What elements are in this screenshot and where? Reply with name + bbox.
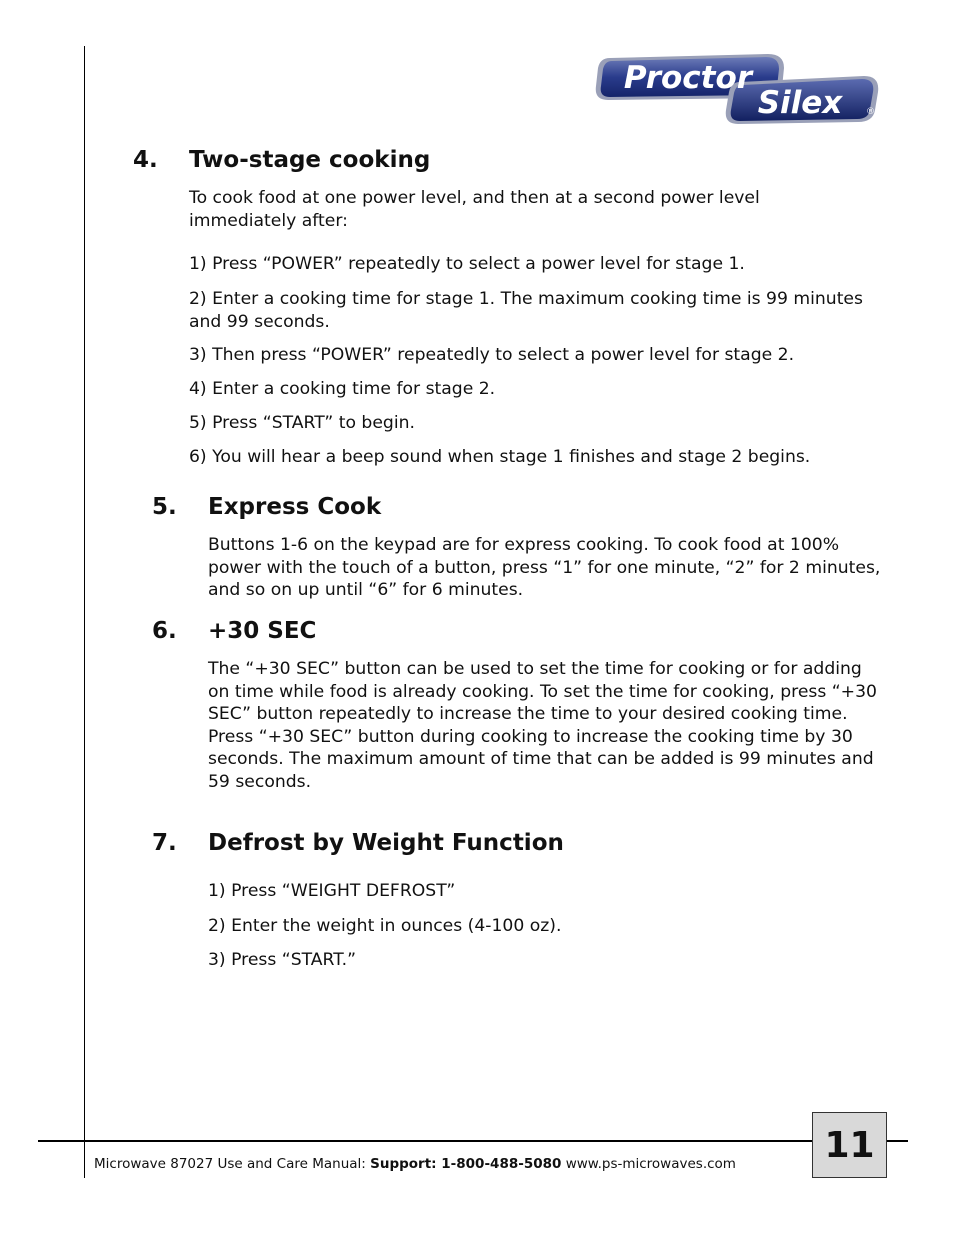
step-item: 2) Enter the weight in ounces (4-100 oz). bbox=[208, 916, 562, 936]
proctor-silex-logo bbox=[588, 48, 888, 126]
section-body: The “+30 SEC” button can be used to set the time for cooking or for adding on time while food is already cooking. To set the time for cooking, press “+30 SEC” button repeatedly to increase the time to your desired cooking time. Press “+30 SEC” button during cooking to increase the cooking time by 30 seconds. The maximum amount of time that can be added is 99 minutes and 59 seconds. bbox=[208, 659, 877, 792]
step-item: 3) Then press “POWER” repeatedly to select a power level for stage 2. bbox=[189, 345, 795, 365]
footer-manual-title: Microwave 87027 Use and Care Manual: bbox=[94, 1156, 371, 1172]
section-number: 4. bbox=[133, 147, 158, 173]
left-margin-rule bbox=[84, 46, 85, 1178]
footer-website: www.ps-microwaves.com bbox=[561, 1156, 736, 1172]
step-item: 1) Press “WEIGHT DEFROST” bbox=[208, 881, 456, 901]
step-item: 2) Enter a cooking time for stage 1. The maximum cooking time is 99 minutes and 99 seconds. bbox=[189, 289, 863, 332]
section-heading: +30 SEC bbox=[208, 618, 317, 644]
section-heading: Express Cook bbox=[208, 494, 382, 520]
step-item: 6) You will hear a beep sound when stage 1 finishes and stage 2 begins. bbox=[189, 447, 811, 467]
footer-support-phone: Support: 1-800-488-5080 bbox=[370, 1156, 562, 1172]
footer-rule bbox=[38, 1140, 908, 1142]
footer-text bbox=[94, 1156, 736, 1172]
step-item: 1) Press “POWER” repeatedly to select a power level for stage 1. bbox=[189, 254, 745, 274]
step-item: 5) Press “START” to begin. bbox=[189, 413, 415, 433]
logo-registered-mark: ® bbox=[866, 107, 875, 117]
logo-word-proctor: Proctor bbox=[623, 60, 753, 96]
step-item: 3) Press “START.” bbox=[208, 950, 357, 970]
section-body: Buttons 1-6 on the keypad are for express cooking. To cook food at 100% power with the touch of a button, press “1” for one minute, “2” for 2 minutes, and so on up until “6” for 6 minutes. bbox=[208, 535, 881, 600]
section-number: 6. bbox=[152, 618, 177, 644]
section-heading: Two-stage cooking bbox=[189, 147, 431, 173]
logo-word-silex: Silex bbox=[757, 85, 843, 121]
section-number: 7. bbox=[152, 830, 177, 856]
section-number: 5. bbox=[152, 494, 177, 520]
section-intro: To cook food at one power level, and then at a second power level immediately after: bbox=[189, 188, 760, 231]
page-number: 11 bbox=[812, 1112, 887, 1178]
step-item: 4) Enter a cooking time for stage 2. bbox=[189, 379, 496, 399]
section-heading: Defrost by Weight Function bbox=[208, 830, 564, 856]
